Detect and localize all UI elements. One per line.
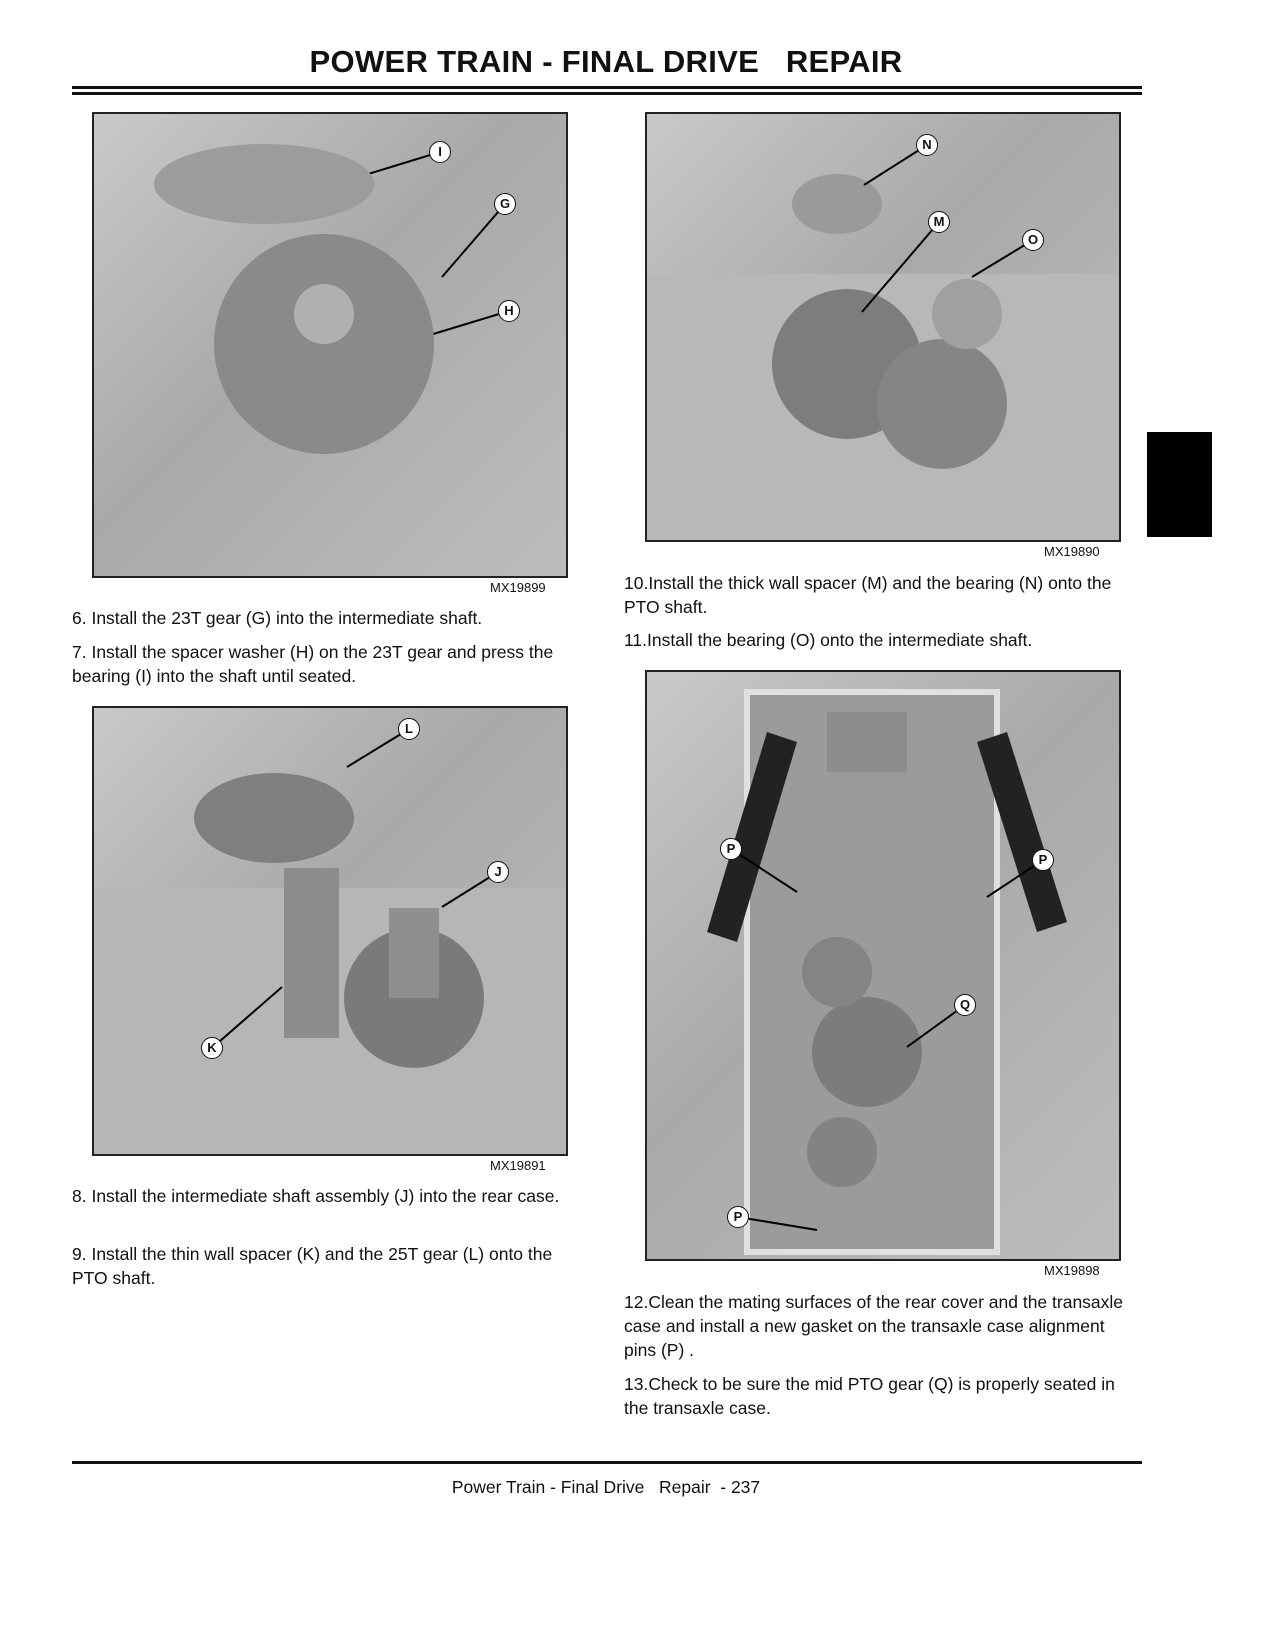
step-13: 13.Check to be sure the mid PTO gear (Q) is properly seated in the transaxle case. — [624, 1374, 1115, 1418]
footer-rule — [72, 1461, 1142, 1464]
figure-photo — [92, 706, 568, 1156]
callout-label: K — [201, 1037, 223, 1059]
step-10: 10.Install the thick wall spacer (M) and the bearing (N) onto the PTO shaft. — [624, 573, 1112, 617]
figure-photo — [92, 112, 568, 578]
figure-caption: MX19890 — [1044, 544, 1100, 559]
callout-label: O — [1022, 229, 1044, 251]
header-rule — [72, 86, 1142, 89]
figure-caption: MX19891 — [490, 1158, 546, 1173]
callout-label: M — [928, 211, 950, 233]
callout-label: H — [498, 300, 520, 322]
step-11: 11.Install the bearing (O) onto the intermediate shaft. — [624, 630, 1033, 650]
step-8: 8. Install the intermediate shaft assembly (J) into the rear case. — [72, 1186, 560, 1206]
callout-label: G — [494, 193, 516, 215]
page-footer: Power Train - Final Drive Repair - 237 — [451, 1477, 761, 1497]
callout-label: L — [398, 718, 420, 740]
step-7: 7. Install the spacer washer (H) on the 23T gear and press the bearing (I) into the shaft until seated. — [72, 642, 554, 686]
callout-label: P — [727, 1206, 749, 1228]
figure-caption: MX19899 — [490, 580, 546, 595]
callout-label: P — [720, 838, 742, 860]
figure-caption: MX19898 — [1044, 1263, 1100, 1278]
callout-label: J — [487, 861, 509, 883]
step-6: 6. Install the 23T gear (G) into the intermediate shaft. — [72, 608, 483, 628]
figure-photo — [645, 112, 1121, 542]
callout-label: Q — [954, 994, 976, 1016]
header-rule — [72, 92, 1142, 95]
section-tab — [1147, 432, 1212, 537]
callout-label: N — [916, 134, 938, 156]
callout-label: I — [429, 141, 451, 163]
figure-photo — [645, 670, 1121, 1261]
step-9: 9. Install the thin wall spacer (K) and the 25T gear (L) onto the PTO shaft. — [72, 1244, 553, 1288]
callout-label: P — [1032, 849, 1054, 871]
step-12: 12.Clean the mating surfaces of the rear cover and the transaxle case and install a new gasket on the transaxle case alignment pins (P) . — [624, 1292, 1124, 1360]
page-title: POWER TRAIN - FINAL DRIVE REPAIR — [309, 44, 903, 79]
